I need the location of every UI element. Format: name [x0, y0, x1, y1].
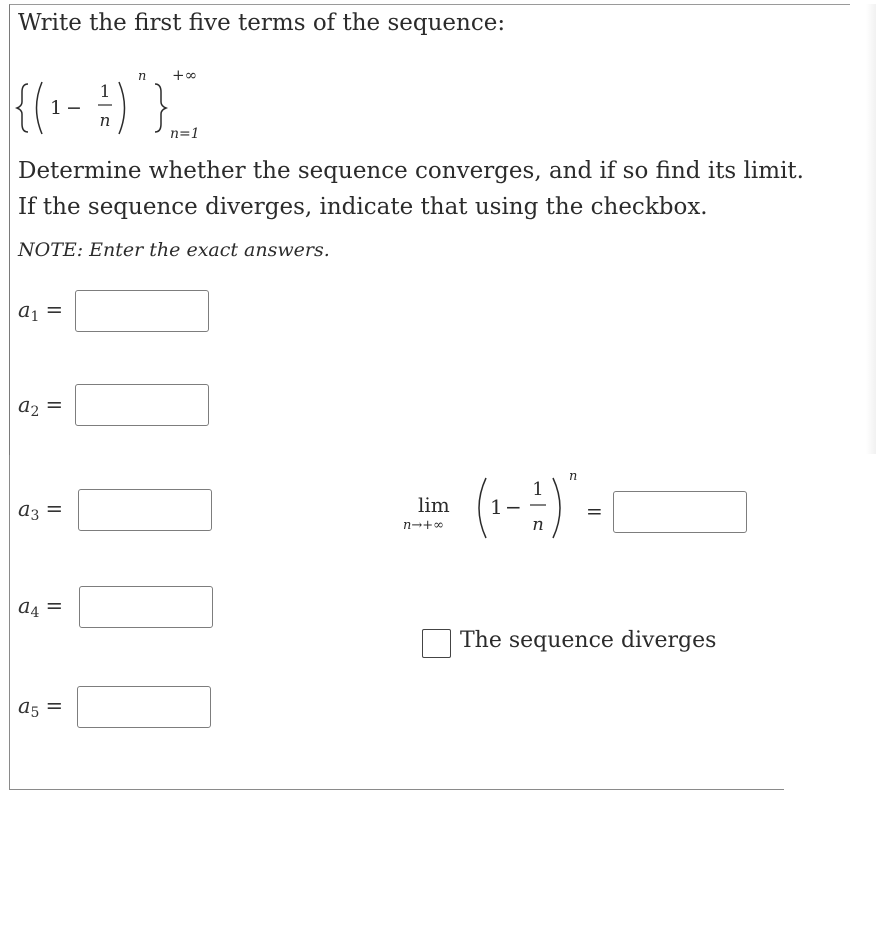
term-label-a4: $a_4$ =	[18, 594, 64, 621]
left-brace	[17, 84, 28, 132]
limit-lim: lim	[418, 493, 450, 517]
note-exact-answers: NOTE: Enter the exact answers.	[18, 239, 330, 261]
limit-numerator: 1	[532, 479, 544, 500]
formula-numerator: 1	[99, 82, 111, 102]
term-label-a5: $a_5$ =	[18, 694, 64, 721]
diverges-label[interactable]: The sequence diverges	[460, 628, 717, 653]
formula-exponent: n	[138, 69, 147, 84]
limit-answer-input[interactable]	[613, 491, 747, 533]
right-paren	[119, 82, 125, 134]
a1-answer-input[interactable]	[75, 290, 209, 332]
formula-denominator: n	[99, 111, 111, 131]
term-label-a1: $a_1$ =	[18, 298, 64, 325]
limit-expression	[398, 466, 610, 546]
limit-subscript: n→+∞	[403, 518, 444, 533]
left-paren	[37, 82, 43, 134]
a4-answer-input[interactable]	[79, 586, 213, 628]
question-prompt: Write the first five terms of the sequence:	[18, 10, 506, 36]
a3-answer-input[interactable]	[78, 489, 212, 531]
term-label-a2: $a_2$ =	[18, 393, 64, 420]
term-label-a3: $a_3$ =	[18, 497, 64, 524]
formula-upper-bound: +∞	[172, 66, 198, 84]
a5-answer-input[interactable]	[77, 686, 211, 728]
formula-one: 1	[50, 97, 63, 119]
right-brace	[155, 84, 166, 132]
limit-exponent: n	[569, 469, 578, 484]
a2-answer-input[interactable]	[75, 384, 209, 426]
limit-denominator: n	[532, 514, 544, 535]
limit-right-paren	[553, 478, 560, 538]
formula-lower-bound: n=1	[170, 126, 200, 142]
limit-one: 1	[490, 495, 503, 519]
limit-equals: =	[586, 499, 603, 523]
diverges-checkbox[interactable]	[422, 629, 451, 658]
limit-minus: −	[505, 495, 522, 519]
instruction-diverge: If the sequence diverges, indicate that using the checkbox.	[18, 194, 708, 220]
limit-left-paren	[479, 478, 486, 538]
formula-minus: −	[66, 97, 82, 119]
instruction-converge: Determine whether the sequence converges, and if so find its limit.	[18, 158, 804, 184]
panel-edge-shadow	[866, 4, 876, 454]
sequence-formula	[14, 62, 214, 144]
